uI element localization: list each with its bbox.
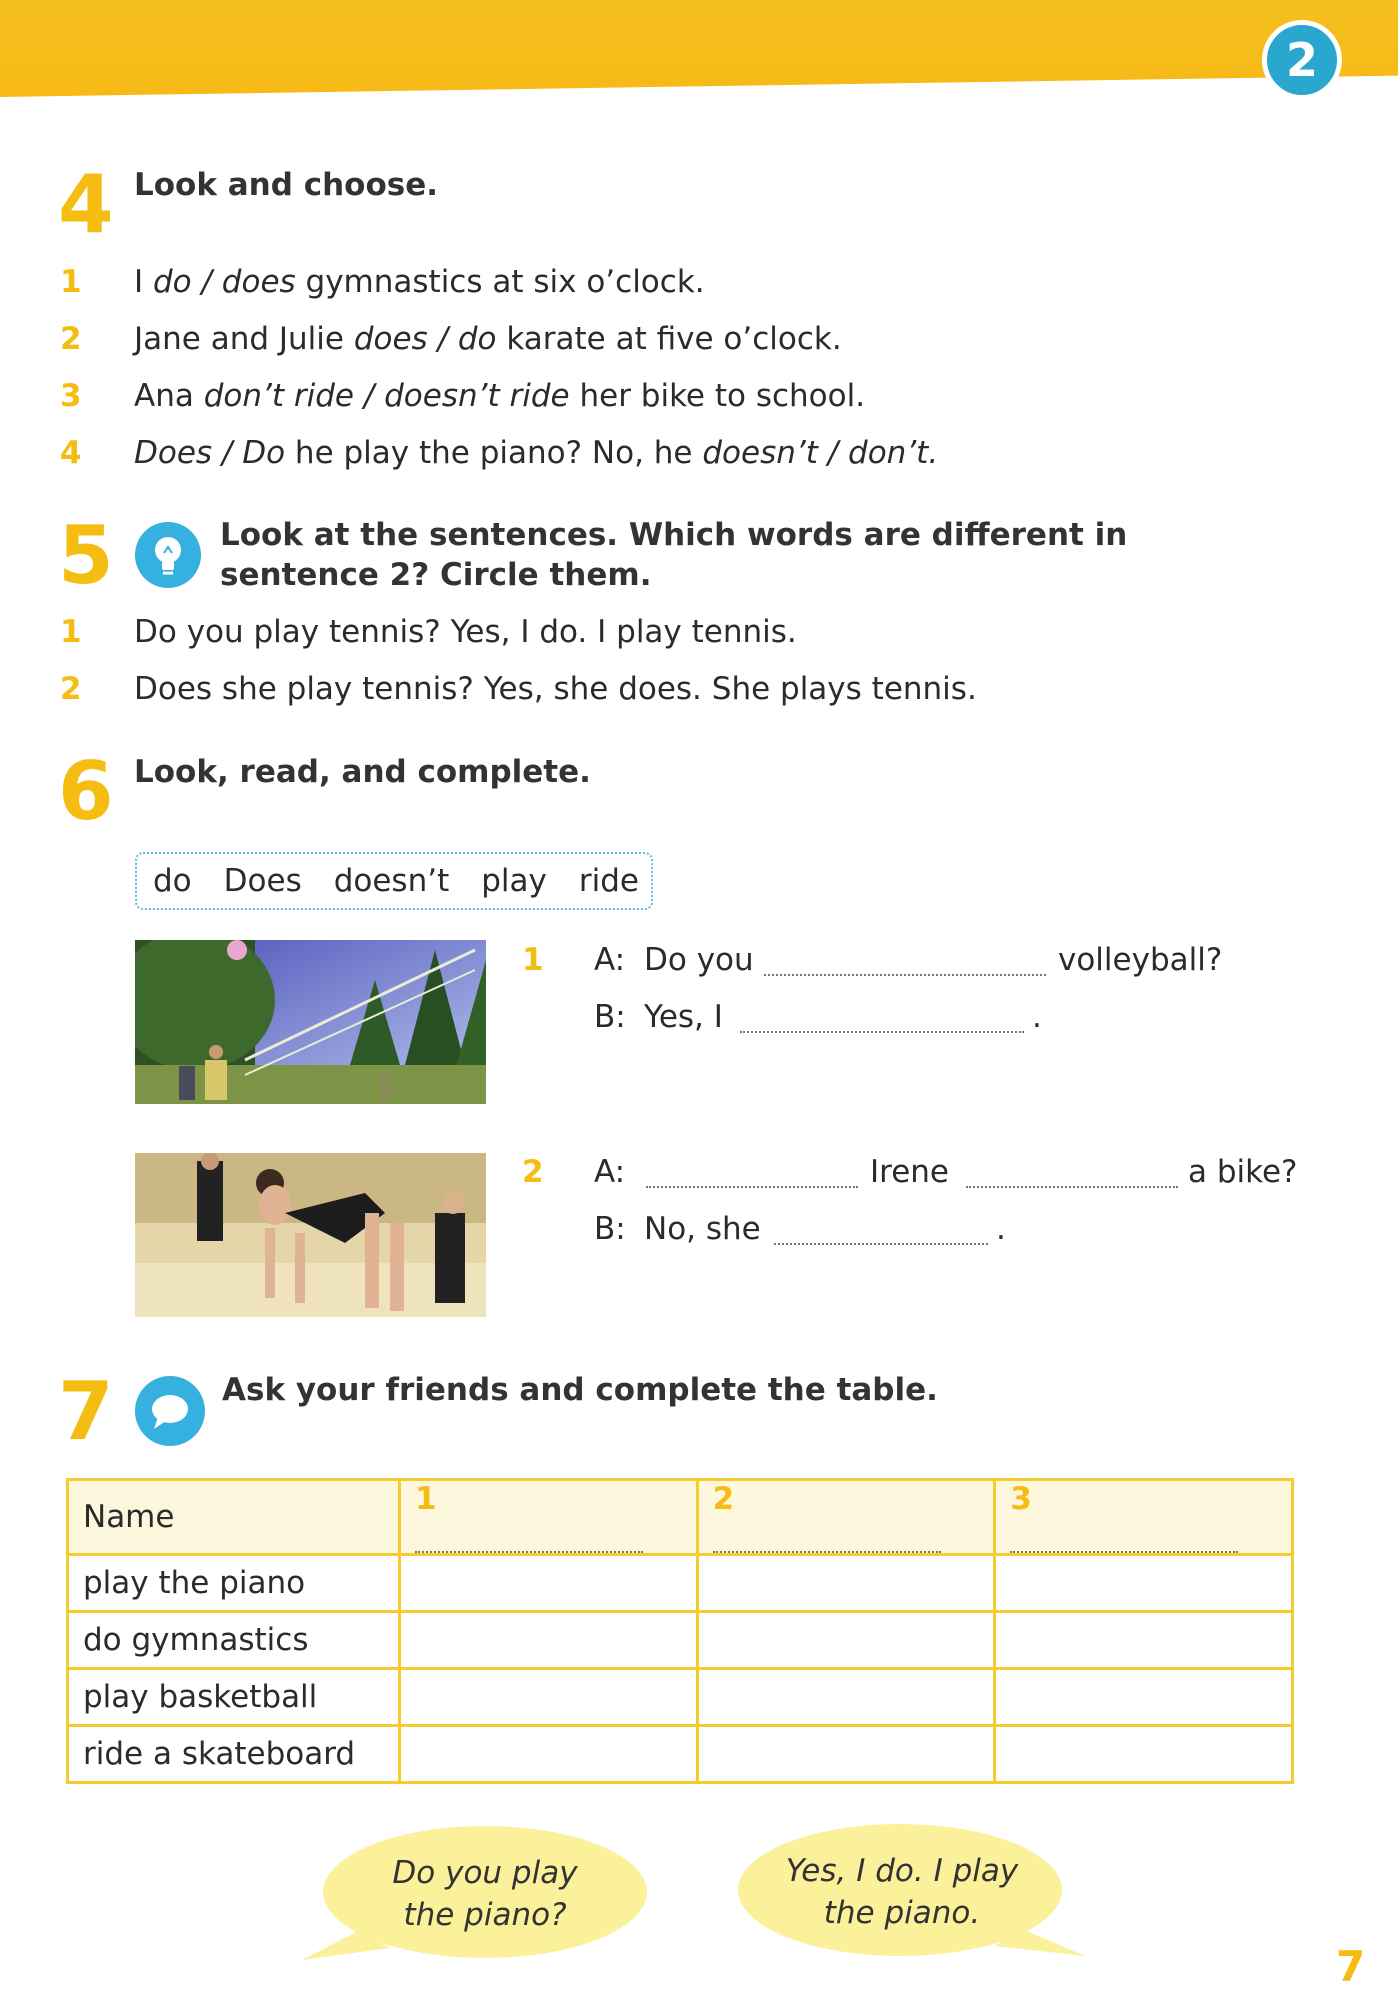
item-number: 4 (60, 435, 82, 471)
item-number: 2 (60, 671, 82, 707)
dialog-text: . (996, 1211, 1006, 1247)
exercise-6-title: Look, read, and complete. (134, 754, 591, 790)
exercise-4-number: 4 (58, 158, 114, 251)
item-text: I do / does gymnastics at six o’clock. (134, 264, 705, 300)
choice-option[interactable]: Does / Do (134, 435, 286, 471)
dialog-text: No, she (644, 1211, 761, 1247)
question-number: 1 (522, 942, 544, 978)
answer-blank[interactable] (646, 1158, 858, 1188)
lightbulb-icon (135, 522, 201, 588)
answer-cell[interactable] (995, 1555, 1293, 1612)
table-row (68, 1726, 1293, 1783)
unit-badge: 2 (1262, 20, 1342, 100)
answer-cell[interactable] (400, 1612, 698, 1669)
answer-cell[interactable] (400, 1555, 698, 1612)
dialog-text: a bike? (1188, 1154, 1298, 1190)
item-text: Do you play tennis? Yes, I do. I play tennis. (134, 614, 797, 650)
activity-cell: ride a skateboard (68, 1726, 400, 1783)
answer-cell[interactable] (697, 1669, 995, 1726)
answer-cell[interactable] (400, 1726, 698, 1783)
answer-blank[interactable] (966, 1158, 1178, 1188)
item-number: 1 (60, 264, 82, 300)
exercise-5-number: 5 (58, 509, 114, 602)
activity-cell: play basketball (68, 1669, 400, 1726)
page-number: 7 (1336, 1942, 1366, 1991)
friend-name-cell[interactable]: 2 (697, 1480, 995, 1555)
answer-blank[interactable] (764, 946, 1046, 976)
item-text: Does / Do he play the piano? No, he doesn’t / don’t. (134, 435, 939, 471)
top-banner (0, 0, 1398, 97)
exercise-7-number: 7 (58, 1365, 114, 1458)
friend-name-cell[interactable]: 1 (400, 1480, 698, 1555)
speaker-label: B: (594, 999, 626, 1035)
choice-option[interactable]: don’t ride / doesn’t ride (203, 378, 570, 414)
exercise-4-title: Look and choose. (134, 167, 439, 203)
exercise-4-item (60, 376, 865, 416)
item-number: 1 (60, 614, 82, 650)
dialog-text: volleyball? (1058, 942, 1223, 978)
answer-cell[interactable] (995, 1669, 1293, 1726)
friend-name-cell[interactable]: 3 (995, 1480, 1293, 1555)
dialog-text: Irene (870, 1154, 949, 1190)
choice-option[interactable]: doesn’t / don’t. (702, 435, 939, 471)
dialog-text: . (1032, 999, 1042, 1035)
answer-cell[interactable] (995, 1726, 1293, 1783)
item-text: Does she play tennis? Yes, she does. She plays tennis. (134, 671, 977, 707)
word-bank-word: play (481, 863, 547, 899)
exercise-6-number: 6 (58, 745, 114, 838)
exercise-5-item (60, 669, 977, 709)
answer-cell[interactable] (400, 1669, 698, 1726)
word-bank-word: Does (223, 863, 302, 899)
word-bank-word: doesn’t (333, 863, 450, 899)
word-bank-word: ride (578, 863, 639, 899)
exercise-4-item (60, 319, 842, 359)
word-bank-word: do (153, 863, 192, 899)
header-cell: Name (68, 1480, 400, 1555)
choice-option[interactable]: do / does (153, 264, 296, 300)
choice-option[interactable]: does / do (353, 321, 497, 357)
speech-icon (135, 1376, 205, 1446)
exercise-4-item (60, 262, 705, 302)
exercise-7-title: Ask your friends and complete the table. (222, 1372, 938, 1408)
speech-bubble-left: Do you play the piano? (392, 1855, 578, 1933)
item-text: Jane and Julie does / do karate at five o’clock. (134, 321, 842, 357)
exercise-5-title: Look at the sentences. Which words are different in sentence 2? Circle them. (220, 517, 1128, 593)
table-row (68, 1669, 1293, 1726)
survey-table (66, 1478, 1294, 1784)
answer-cell[interactable] (697, 1726, 995, 1783)
item-text: Ana don’t ride / doesn’t ride her bike to school. (134, 378, 866, 414)
activity-cell: play the piano (68, 1555, 400, 1612)
speech-bubble-right: Yes, I do. I play the piano. (785, 1853, 1019, 1931)
speaker-label: A: (594, 1154, 626, 1190)
answer-cell[interactable] (995, 1612, 1293, 1669)
table-header-row (68, 1480, 1293, 1555)
exercise-5-item (60, 612, 797, 652)
dialog-text: Do you (644, 942, 754, 978)
speaker-label: B: (594, 1211, 626, 1247)
dialog-text: Yes, I (644, 999, 723, 1035)
table-row (68, 1612, 1293, 1669)
speaker-label: A: (594, 942, 626, 978)
word-bank (135, 852, 653, 910)
activity-cell: do gymnastics (68, 1612, 400, 1669)
answer-cell[interactable] (697, 1612, 995, 1669)
exercise-4-item (60, 433, 938, 473)
question-number: 2 (522, 1154, 544, 1190)
item-number: 3 (60, 378, 82, 414)
answer-blank[interactable] (740, 1003, 1024, 1033)
volleyball-photo (135, 940, 486, 1104)
answer-blank[interactable] (774, 1215, 988, 1245)
gymnastics-photo (135, 1153, 486, 1317)
answer-cell[interactable] (697, 1555, 995, 1612)
table-row (68, 1555, 1293, 1612)
item-number: 2 (60, 321, 82, 357)
